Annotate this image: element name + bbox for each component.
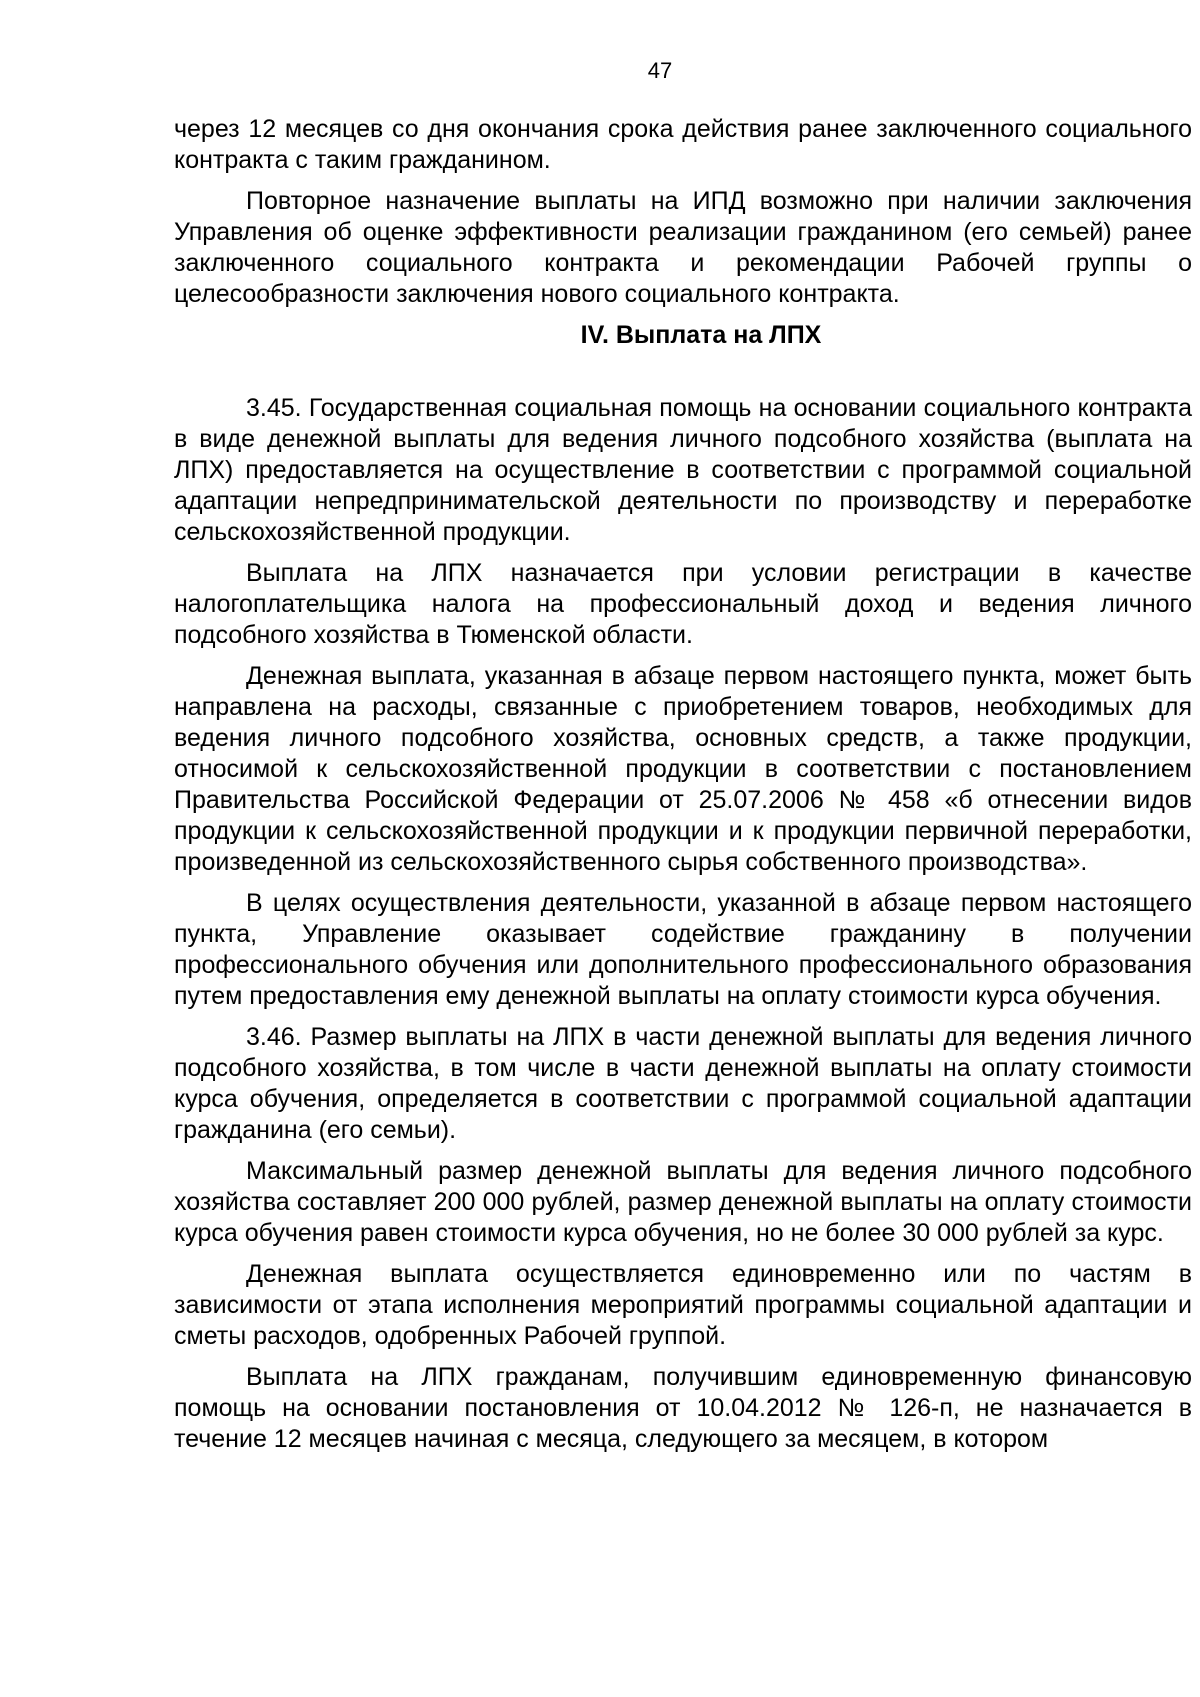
paragraph: 3.45. Государственная социальная помощь на основании социального контракта в виде денежной выплаты для ведения личного подсобного хозяйства (выплата на ЛПХ) предоставляется на осуществление в соответствии с программой социальной адаптации непредпринимательской деятельности по производству и переработке сельскохозяйственной продукции. xyxy=(174,394,1192,546)
page-number: 47 xyxy=(647,58,673,83)
paragraph: Выплата на ЛПХ гражданам, получившим единовременную финансовую помощь на основании постановления от 10.04.2012 № 126-п, не назначается в течение 12 месяцев начиная с месяца, следующего за месяцем, в котором xyxy=(174,1363,1192,1453)
paragraph: В целях осуществления деятельности, указанной в абзаце первом настоящего пункта, Управление оказывает содействие гражданину в получении профессионального обучения или дополнительного профессионального образования путем предоставления ему денежной выплаты на оплату стоимости курса обучения. xyxy=(174,889,1192,1010)
paragraph: Денежная выплата осуществляется единовременно или по частям в зависимости от этапа исполнения мероприятий программы социальной адаптации и сметы расходов, одобренных Рабочей группой. xyxy=(174,1260,1192,1350)
paragraph: 3.46. Размер выплаты на ЛПХ в части денежной выплаты для ведения личного подсобного хозяйства, в том числе в части денежной выплаты на оплату стоимости курса обучения, определяется в соответствии с программой социальной адаптации гражданина (его семьи). xyxy=(174,1023,1192,1144)
paragraph: Повторное назначение выплаты на ИПД возможно при наличии заключения Управления об оценке эффективности реализации гражданином (его семьей) ранее заключенного социального контракта и рекомендации Рабочей группы о целесообразности заключения нового социального контракта. xyxy=(174,187,1192,308)
paragraph: через 12 месяцев со дня окончания срока действия ранее заключенного социального контракта с таким гражданином. xyxy=(174,115,1192,174)
section-heading: IV. Выплата на ЛПХ xyxy=(580,321,822,349)
paragraph: Денежная выплата, указанная в абзаце первом настоящего пункта, может быть направлена на расходы, связанные с приобретением товаров, необходимых для ведения личного подсобного хозяйства, основных средств, а также продукции, относимой к сельскохозяйственной продукции в соответствии с постановлением Правительства Российской Федерации от 25.07.2006 № 458 «б отнесении видов продукции к сельскохозяйственной продукции и к продукции первичной переработки, произведенной из сельскохозяйственного сырья собственного производства». xyxy=(174,662,1192,876)
document-body xyxy=(174,114,1192,1465)
paragraph: Максимальный размер денежной выплаты для ведения личного подсобного хозяйства составляет 200 000 рублей, размер денежной выплаты на оплату стоимости курса обучения равен стоимости курса обучения, но не более 30 000 рублей за курс. xyxy=(174,1157,1192,1247)
paragraph: Выплата на ЛПХ назначается при условии регистрации в качестве налогоплательщика налога на профессиональный доход и ведения личного подсобного хозяйства в Тюменской области. xyxy=(174,559,1192,649)
